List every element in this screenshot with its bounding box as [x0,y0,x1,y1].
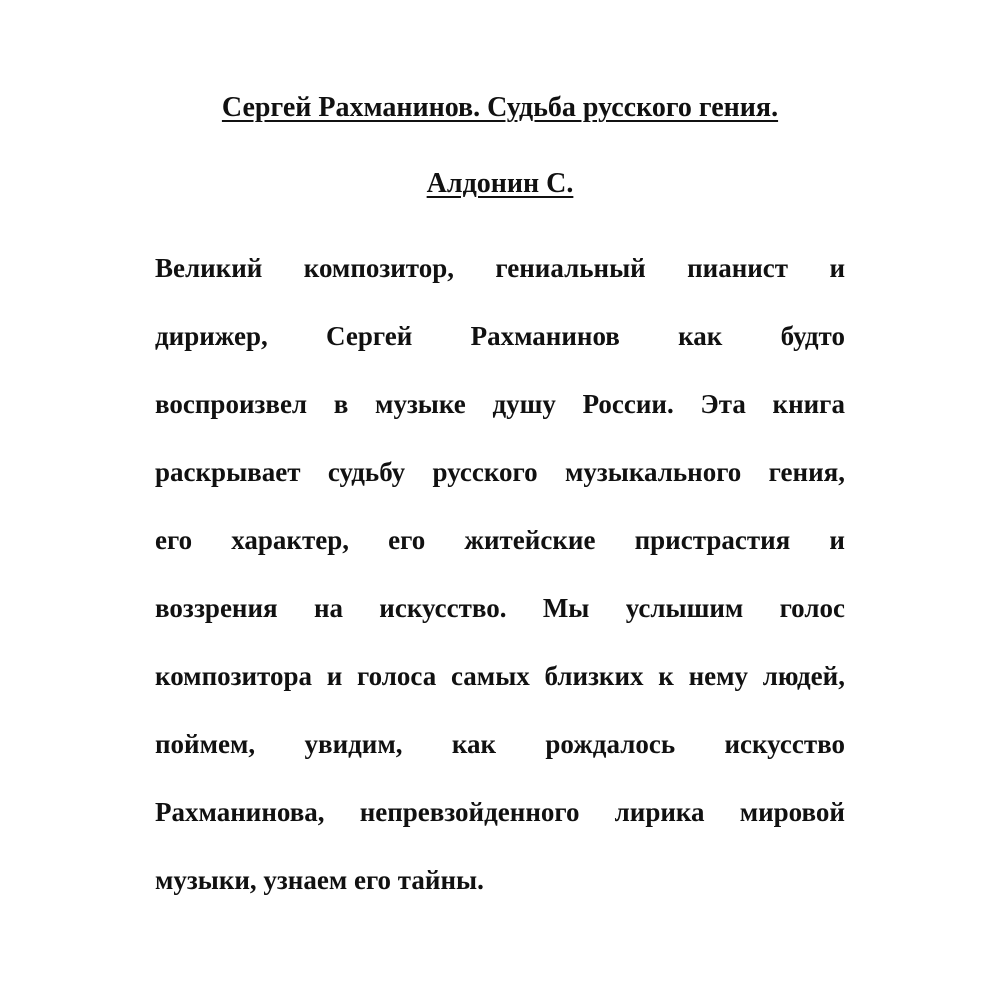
description-line [155,524,845,556]
description-line [155,660,845,692]
description-word: непревзойденного [359,797,580,827]
description-line [155,252,845,284]
description-word: близких [544,661,644,691]
description-line [155,320,845,352]
description-word: Сергей [326,321,413,351]
description-word: житейские [464,525,596,555]
description-word: пристрастия [634,525,791,555]
description-word: искусство [724,729,845,759]
description-word: характер, [231,525,349,555]
description-word: Великий [155,253,263,283]
description-word: судьбу [327,457,406,487]
description-word: музыке [375,389,466,419]
description-word: раскрывает [155,457,301,487]
description-word: голоса [357,661,437,691]
description-word: поймем, [155,729,256,759]
description-word: будто [780,321,845,351]
description-word: Рахманинова, [155,797,325,827]
description-word: гениальный [495,253,646,283]
description-word: композитора [155,661,312,691]
description-word: музыкального [565,457,742,487]
description-word: лирика [614,797,705,827]
book-author: Алдонин С. [426,168,574,199]
description-word: и [829,253,845,283]
description-word: его [155,525,193,555]
description-word: как [678,321,723,351]
description-word: услышим [625,593,744,623]
description-word: душу [492,389,556,419]
description-word: Мы [542,593,590,623]
description-word: и [829,525,845,555]
description-word: дирижер, [155,321,268,351]
description-word: композитор, [303,253,454,283]
book-title: Сергей Рахманинов. Судьба русского гения. [221,92,779,123]
description-line [155,728,845,760]
description-word: рождалось [545,729,676,759]
description-word: людей, [762,661,845,691]
description-line [155,456,845,488]
description-line [155,388,845,420]
description-word: на [313,593,343,623]
description-line [155,796,845,828]
description-word: в [333,389,349,419]
description-line [155,592,845,624]
description-word: искусство. [379,593,507,623]
description-word: мировой [739,797,845,827]
description-word: России. [582,389,674,419]
description-word: Рахманинов [470,321,620,351]
description-word: как [451,729,497,759]
description-line-last: музыки, узнаем его тайны. [155,865,484,895]
description-word: воззрения [155,593,278,623]
description-word: увидим, [304,729,403,759]
description-word: русского [432,457,538,487]
description-word: гения, [768,457,845,487]
description-word: пианист [687,253,789,283]
description-word: Эта [700,389,746,419]
description-word: и [326,661,343,691]
description-word: нему [688,661,749,691]
description-word: книга [772,389,845,419]
description-word: голос [779,593,845,623]
description-word: к [658,661,674,691]
description-word: его [388,525,426,555]
description-word: самых [450,661,530,691]
description-word: воспроизвел [155,389,308,419]
